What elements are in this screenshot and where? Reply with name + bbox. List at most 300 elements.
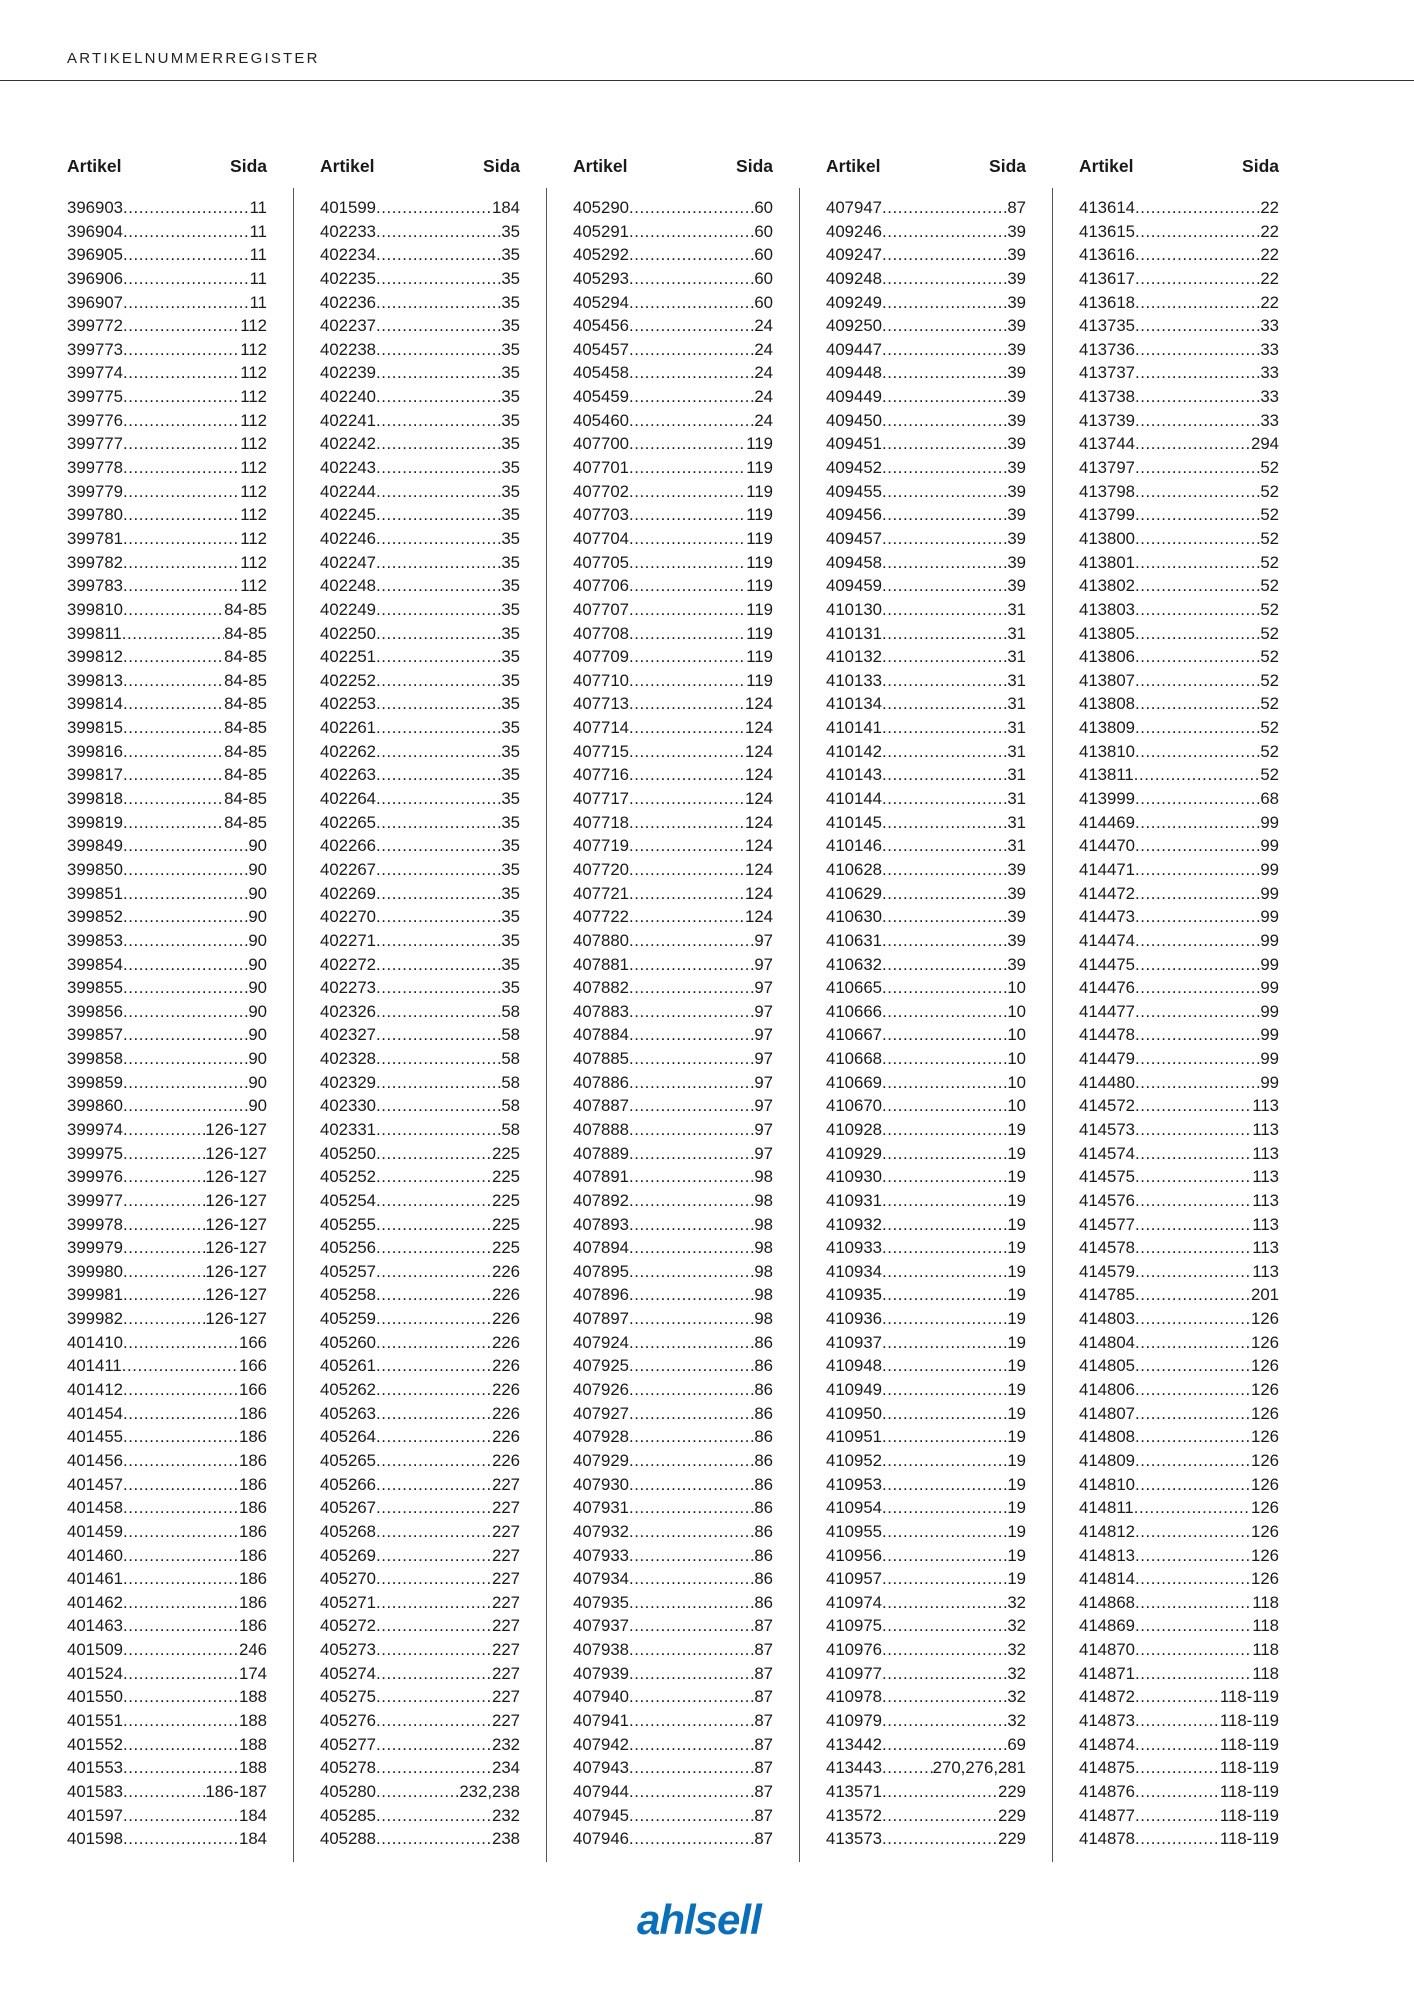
sida-heading: Sida — [1242, 156, 1279, 176]
index-row — [826, 1189, 1026, 1213]
page-number: 19 — [1007, 1332, 1026, 1352]
index-row — [826, 1354, 1026, 1378]
page-number: 188 — [239, 1758, 267, 1778]
dot-leader — [376, 858, 501, 882]
dot-leader — [1135, 291, 1260, 315]
dot-leader — [376, 1567, 492, 1591]
index-row — [1079, 622, 1279, 646]
page-number: 19 — [1007, 1143, 1026, 1163]
dot-leader — [882, 1496, 1007, 1520]
page-number: 58 — [501, 1001, 520, 1021]
dot-leader — [123, 196, 250, 220]
article-number: 414475 — [1079, 954, 1135, 974]
index-row — [826, 645, 1026, 669]
article-number: 407924 — [573, 1332, 629, 1352]
article-number: 405276 — [320, 1711, 376, 1730]
article-number: 413801 — [1079, 552, 1135, 572]
dot-leader — [123, 314, 240, 338]
index-row — [573, 1213, 773, 1237]
artikel-heading: Artikel — [320, 156, 375, 176]
dot-leader — [1135, 1354, 1251, 1378]
dot-leader — [629, 220, 754, 244]
index-row — [1079, 1638, 1279, 1662]
page-number: 32 — [1007, 1663, 1026, 1683]
page-number: 226 — [492, 1450, 520, 1470]
dot-leader — [882, 716, 1007, 740]
index-row — [1079, 243, 1279, 267]
article-number: 405252 — [320, 1167, 376, 1187]
page-number: 186 — [239, 1545, 267, 1565]
article-number: 399974 — [67, 1119, 123, 1139]
dot-leader — [629, 1662, 754, 1686]
page-number: 86 — [754, 1450, 773, 1470]
index-row — [67, 1023, 267, 1047]
index-row — [826, 1544, 1026, 1568]
index-row — [67, 409, 267, 433]
index-row — [67, 882, 267, 906]
dot-leader — [376, 598, 501, 622]
dot-leader — [882, 905, 1007, 929]
article-number: 405267 — [320, 1498, 376, 1518]
article-number: 405274 — [320, 1663, 376, 1683]
article-number: 414476 — [1079, 978, 1135, 998]
dot-leader — [629, 551, 746, 575]
page-number: 124 — [745, 694, 773, 714]
article-number: 407942 — [573, 1734, 629, 1754]
dot-leader — [376, 976, 501, 1000]
article-number: 401553 — [67, 1758, 123, 1778]
dot-leader — [882, 291, 1007, 315]
dot-leader — [629, 1756, 754, 1780]
dot-leader — [123, 1071, 248, 1095]
dot-leader — [629, 527, 746, 551]
page-number: 35 — [501, 883, 520, 903]
dot-leader — [882, 409, 1007, 433]
index-row — [67, 929, 267, 953]
index-row — [67, 622, 267, 646]
page-number: 24 — [754, 387, 773, 407]
dot-leader — [376, 1236, 492, 1260]
dot-leader — [882, 1827, 998, 1851]
article-number: 414806 — [1079, 1380, 1135, 1400]
dot-leader — [376, 456, 501, 480]
index-row — [320, 598, 520, 622]
index-row — [826, 1142, 1026, 1166]
page-number: 35 — [501, 552, 520, 572]
index-row — [573, 645, 773, 669]
dot-leader — [376, 1756, 492, 1780]
article-number: 405285 — [320, 1805, 376, 1825]
page-number: 86 — [754, 1474, 773, 1494]
page-number: 126-127 — [205, 1214, 267, 1234]
index-row — [573, 1591, 773, 1615]
index-row — [67, 267, 267, 291]
index-row — [67, 1094, 267, 1118]
dot-leader — [629, 1047, 754, 1071]
dot-leader — [376, 787, 501, 811]
page-number: 19 — [1007, 1309, 1026, 1329]
article-number: 407886 — [573, 1072, 629, 1092]
index-row — [320, 1827, 520, 1851]
page-number: 22 — [1260, 245, 1279, 265]
dot-leader — [629, 1733, 754, 1757]
article-number: 402262 — [320, 741, 376, 761]
article-number: 413806 — [1079, 647, 1135, 667]
page-number: 186 — [239, 1592, 267, 1612]
page-number: 19 — [1007, 1356, 1026, 1376]
page-number: 232 — [492, 1805, 520, 1825]
index-row — [67, 456, 267, 480]
article-number: 399978 — [67, 1214, 123, 1234]
dot-leader — [123, 1283, 205, 1307]
index-row — [826, 1094, 1026, 1118]
dot-leader — [1135, 976, 1260, 1000]
index-row — [67, 1709, 267, 1733]
index-row — [320, 1378, 520, 1402]
page-number: 118 — [1252, 1616, 1279, 1636]
article-number: 399979 — [67, 1238, 123, 1258]
index-row — [1079, 929, 1279, 953]
index-row — [826, 503, 1026, 527]
article-number: 414805 — [1079, 1356, 1135, 1376]
column-header — [826, 156, 1026, 180]
dot-leader — [1135, 432, 1251, 456]
dot-leader — [629, 598, 746, 622]
page-number: 35 — [501, 268, 520, 288]
article-number: 407930 — [573, 1474, 629, 1494]
dot-leader — [123, 1662, 239, 1686]
index-row — [826, 1496, 1026, 1520]
index-row — [826, 1685, 1026, 1709]
page-number: 126-127 — [205, 1167, 267, 1187]
dot-leader — [882, 1047, 1007, 1071]
article-number: 410974 — [826, 1592, 882, 1612]
dot-leader — [882, 1685, 1007, 1709]
page-number: 35 — [501, 576, 520, 596]
article-number: 413797 — [1079, 458, 1135, 478]
dot-leader — [123, 1047, 248, 1071]
dot-leader — [123, 953, 248, 977]
index-row — [573, 1354, 773, 1378]
index-row — [67, 1473, 267, 1497]
article-number: 401597 — [67, 1805, 123, 1825]
page-number: 118-119 — [1219, 1758, 1279, 1778]
page-number: 124 — [745, 907, 773, 927]
dot-leader — [1135, 1189, 1252, 1213]
dot-leader — [629, 622, 746, 646]
index-row — [573, 1520, 773, 1544]
article-number: 405265 — [320, 1450, 376, 1470]
article-number: 410950 — [826, 1403, 882, 1423]
article-number: 399856 — [67, 1001, 123, 1021]
page-number: 52 — [1260, 623, 1279, 643]
dot-leader — [1135, 1685, 1220, 1709]
page-number: 39 — [1007, 481, 1026, 501]
article-number: 414813 — [1079, 1545, 1135, 1565]
page-number: 90 — [248, 1001, 267, 1021]
page-number: 119 — [746, 434, 773, 454]
article-number: 413799 — [1079, 505, 1135, 525]
page-number: 19 — [1007, 1119, 1026, 1139]
article-number: 407938 — [573, 1640, 629, 1660]
page-number: 10 — [1007, 978, 1026, 998]
article-number: 402243 — [320, 458, 376, 478]
index-row — [826, 976, 1026, 1000]
article-number: 402246 — [320, 528, 376, 548]
index-row — [826, 1567, 1026, 1591]
article-number: 410133 — [826, 670, 882, 690]
article-number: 410976 — [826, 1640, 882, 1660]
index-row — [67, 669, 267, 693]
index-row — [573, 503, 773, 527]
dot-leader — [882, 1804, 998, 1828]
index-row — [1079, 882, 1279, 906]
dot-leader — [376, 527, 501, 551]
article-number: 407883 — [573, 1001, 629, 1021]
index-row — [320, 858, 520, 882]
page-number: 35 — [501, 978, 520, 998]
article-number: 399775 — [67, 387, 123, 407]
article-number: 402237 — [320, 316, 376, 336]
article-number: 407714 — [573, 718, 629, 738]
dot-leader — [629, 834, 745, 858]
dot-leader — [123, 645, 224, 669]
index-row — [826, 1165, 1026, 1189]
page-number: 86 — [754, 1332, 773, 1352]
article-number: 405269 — [320, 1545, 376, 1565]
article-number: 413614 — [1079, 198, 1135, 217]
page-number: 118 — [1252, 1592, 1279, 1612]
page-number: 124 — [745, 741, 773, 761]
page-number: 10 — [1007, 1096, 1026, 1116]
dot-leader — [123, 1756, 239, 1780]
index-row — [320, 787, 520, 811]
dot-leader — [629, 763, 745, 787]
page-number: 35 — [501, 221, 520, 241]
dot-leader — [376, 811, 501, 835]
index-row — [1079, 1780, 1279, 1804]
dot-leader — [629, 1189, 754, 1213]
page-number: 226 — [492, 1285, 520, 1305]
index-row — [573, 763, 773, 787]
article-number: 405250 — [320, 1143, 376, 1163]
page-number: 35 — [501, 245, 520, 265]
page-number: 97 — [754, 1072, 773, 1092]
article-number: 409458 — [826, 552, 882, 572]
page-number: 39 — [1007, 907, 1026, 927]
index-row — [826, 456, 1026, 480]
page-number: 10 — [1007, 1001, 1026, 1021]
dot-leader — [1135, 1638, 1252, 1662]
article-number: 413617 — [1079, 268, 1135, 288]
dot-leader — [882, 976, 1007, 1000]
dot-leader — [376, 267, 501, 291]
index-row — [320, 811, 520, 835]
article-number: 407708 — [573, 623, 629, 643]
page-number: 238 — [492, 1829, 520, 1849]
dot-leader — [629, 953, 754, 977]
index-row — [320, 1733, 520, 1757]
page-number: 124 — [745, 836, 773, 856]
page-number: 35 — [501, 859, 520, 879]
dot-leader — [882, 1662, 1007, 1686]
article-number: 413616 — [1079, 245, 1135, 265]
article-number: 409455 — [826, 481, 882, 501]
dot-leader — [629, 1378, 754, 1402]
index-row — [1079, 480, 1279, 504]
dot-leader — [1135, 1756, 1220, 1780]
dot-leader — [123, 905, 248, 929]
page-number: 112 — [240, 410, 267, 430]
dot-leader — [376, 692, 501, 716]
page-number: 118-119 — [1219, 1711, 1279, 1730]
page-number: 87 — [754, 1711, 773, 1730]
page-number: 32 — [1007, 1616, 1026, 1636]
article-number: 402236 — [320, 292, 376, 312]
index-row — [320, 1449, 520, 1473]
index-row — [320, 385, 520, 409]
dot-leader — [629, 1544, 754, 1568]
page-number: 11 — [249, 198, 267, 217]
article-number: 414579 — [1079, 1261, 1135, 1281]
page-number: 97 — [754, 1025, 773, 1045]
index-row — [67, 1236, 267, 1260]
page-number: 186 — [239, 1427, 267, 1447]
page-number: 19 — [1007, 1285, 1026, 1305]
article-number: 413443 — [826, 1758, 882, 1778]
index-row — [67, 1449, 267, 1473]
page-number: 113 — [1252, 1238, 1279, 1258]
dot-leader — [629, 1567, 754, 1591]
dot-leader — [882, 1142, 1007, 1166]
dot-leader — [376, 361, 501, 385]
dot-leader — [882, 1260, 1007, 1284]
index-row — [67, 1165, 267, 1189]
dot-leader — [629, 1425, 754, 1449]
dot-leader — [629, 1142, 754, 1166]
page-number: 234 — [492, 1758, 520, 1778]
article-number: 402270 — [320, 907, 376, 927]
page-number: 98 — [754, 1238, 773, 1258]
dot-leader — [376, 1283, 492, 1307]
dot-leader — [376, 1142, 492, 1166]
dot-leader — [123, 220, 250, 244]
page-number: 39 — [1007, 434, 1026, 454]
dot-leader — [123, 1567, 239, 1591]
article-number: 410931 — [826, 1190, 882, 1210]
page-number: 31 — [1007, 599, 1026, 619]
article-number: 401552 — [67, 1734, 123, 1754]
index-row — [826, 220, 1026, 244]
dot-leader — [376, 1378, 492, 1402]
dot-leader — [123, 1213, 205, 1237]
article-number: 407931 — [573, 1498, 629, 1518]
dot-leader — [376, 1544, 492, 1568]
page-number: 97 — [754, 1096, 773, 1116]
index-row — [67, 763, 267, 787]
dot-leader — [882, 1473, 1007, 1497]
page-number: 32 — [1007, 1687, 1026, 1707]
page-number: 90 — [248, 978, 267, 998]
index-row — [1079, 1685, 1279, 1709]
article-number: 405280 — [320, 1781, 376, 1801]
index-row — [826, 1260, 1026, 1284]
dot-leader — [882, 787, 1007, 811]
index-row — [67, 314, 267, 338]
article-number: 402238 — [320, 339, 376, 359]
index-row — [320, 740, 520, 764]
page-number: 35 — [501, 694, 520, 714]
dot-leader — [123, 669, 224, 693]
index-row — [67, 716, 267, 740]
index-row — [1079, 1827, 1279, 1851]
index-row — [573, 291, 773, 315]
index-row — [1079, 196, 1279, 220]
article-number: 399981 — [67, 1285, 123, 1305]
dot-leader — [1135, 834, 1260, 858]
article-number: 414812 — [1079, 1521, 1135, 1541]
article-number: 410948 — [826, 1356, 882, 1376]
page-number: 35 — [501, 410, 520, 430]
index-row — [573, 1567, 773, 1591]
page-number: 97 — [754, 1143, 773, 1163]
page-number: 39 — [1007, 268, 1026, 288]
page-number: 35 — [501, 528, 520, 548]
index-row — [1079, 598, 1279, 622]
article-number: 407713 — [573, 694, 629, 714]
sida-heading: Sida — [483, 156, 520, 176]
index-row — [573, 1685, 773, 1709]
index-row — [573, 1544, 773, 1568]
page-number: 39 — [1007, 339, 1026, 359]
article-number: 405273 — [320, 1640, 376, 1660]
index-row — [826, 1756, 1026, 1780]
dot-leader — [1135, 480, 1260, 504]
page-number: 10 — [1007, 1025, 1026, 1045]
article-number: 409452 — [826, 458, 882, 478]
dot-leader — [882, 551, 1007, 575]
index-row — [573, 929, 773, 953]
dot-leader — [123, 1638, 239, 1662]
index-row — [1079, 1591, 1279, 1615]
page-number: 58 — [501, 1072, 520, 1092]
dot-leader — [882, 882, 1007, 906]
dot-leader — [376, 1662, 492, 1686]
index-row — [573, 811, 773, 835]
index-row — [320, 291, 520, 315]
page-number: 35 — [501, 292, 520, 312]
page-number: 118 — [1252, 1663, 1279, 1683]
page-number: 186-187 — [205, 1781, 267, 1801]
article-number: 413809 — [1079, 718, 1135, 738]
dot-leader — [376, 503, 501, 527]
dot-leader — [1135, 598, 1260, 622]
index-row — [826, 1614, 1026, 1638]
article-number: 401598 — [67, 1829, 123, 1849]
dot-leader — [123, 1591, 239, 1615]
index-row — [573, 1047, 773, 1071]
dot-leader — [1135, 669, 1260, 693]
page-number: 35 — [501, 907, 520, 927]
page-number: 10 — [1007, 1072, 1026, 1092]
article-number: 410975 — [826, 1616, 882, 1636]
article-number: 402252 — [320, 670, 376, 690]
page-number: 87 — [754, 1805, 773, 1825]
index-row — [1079, 740, 1279, 764]
article-number: 414814 — [1079, 1569, 1135, 1589]
article-number: 414785 — [1079, 1285, 1135, 1305]
dot-leader — [629, 1118, 754, 1142]
